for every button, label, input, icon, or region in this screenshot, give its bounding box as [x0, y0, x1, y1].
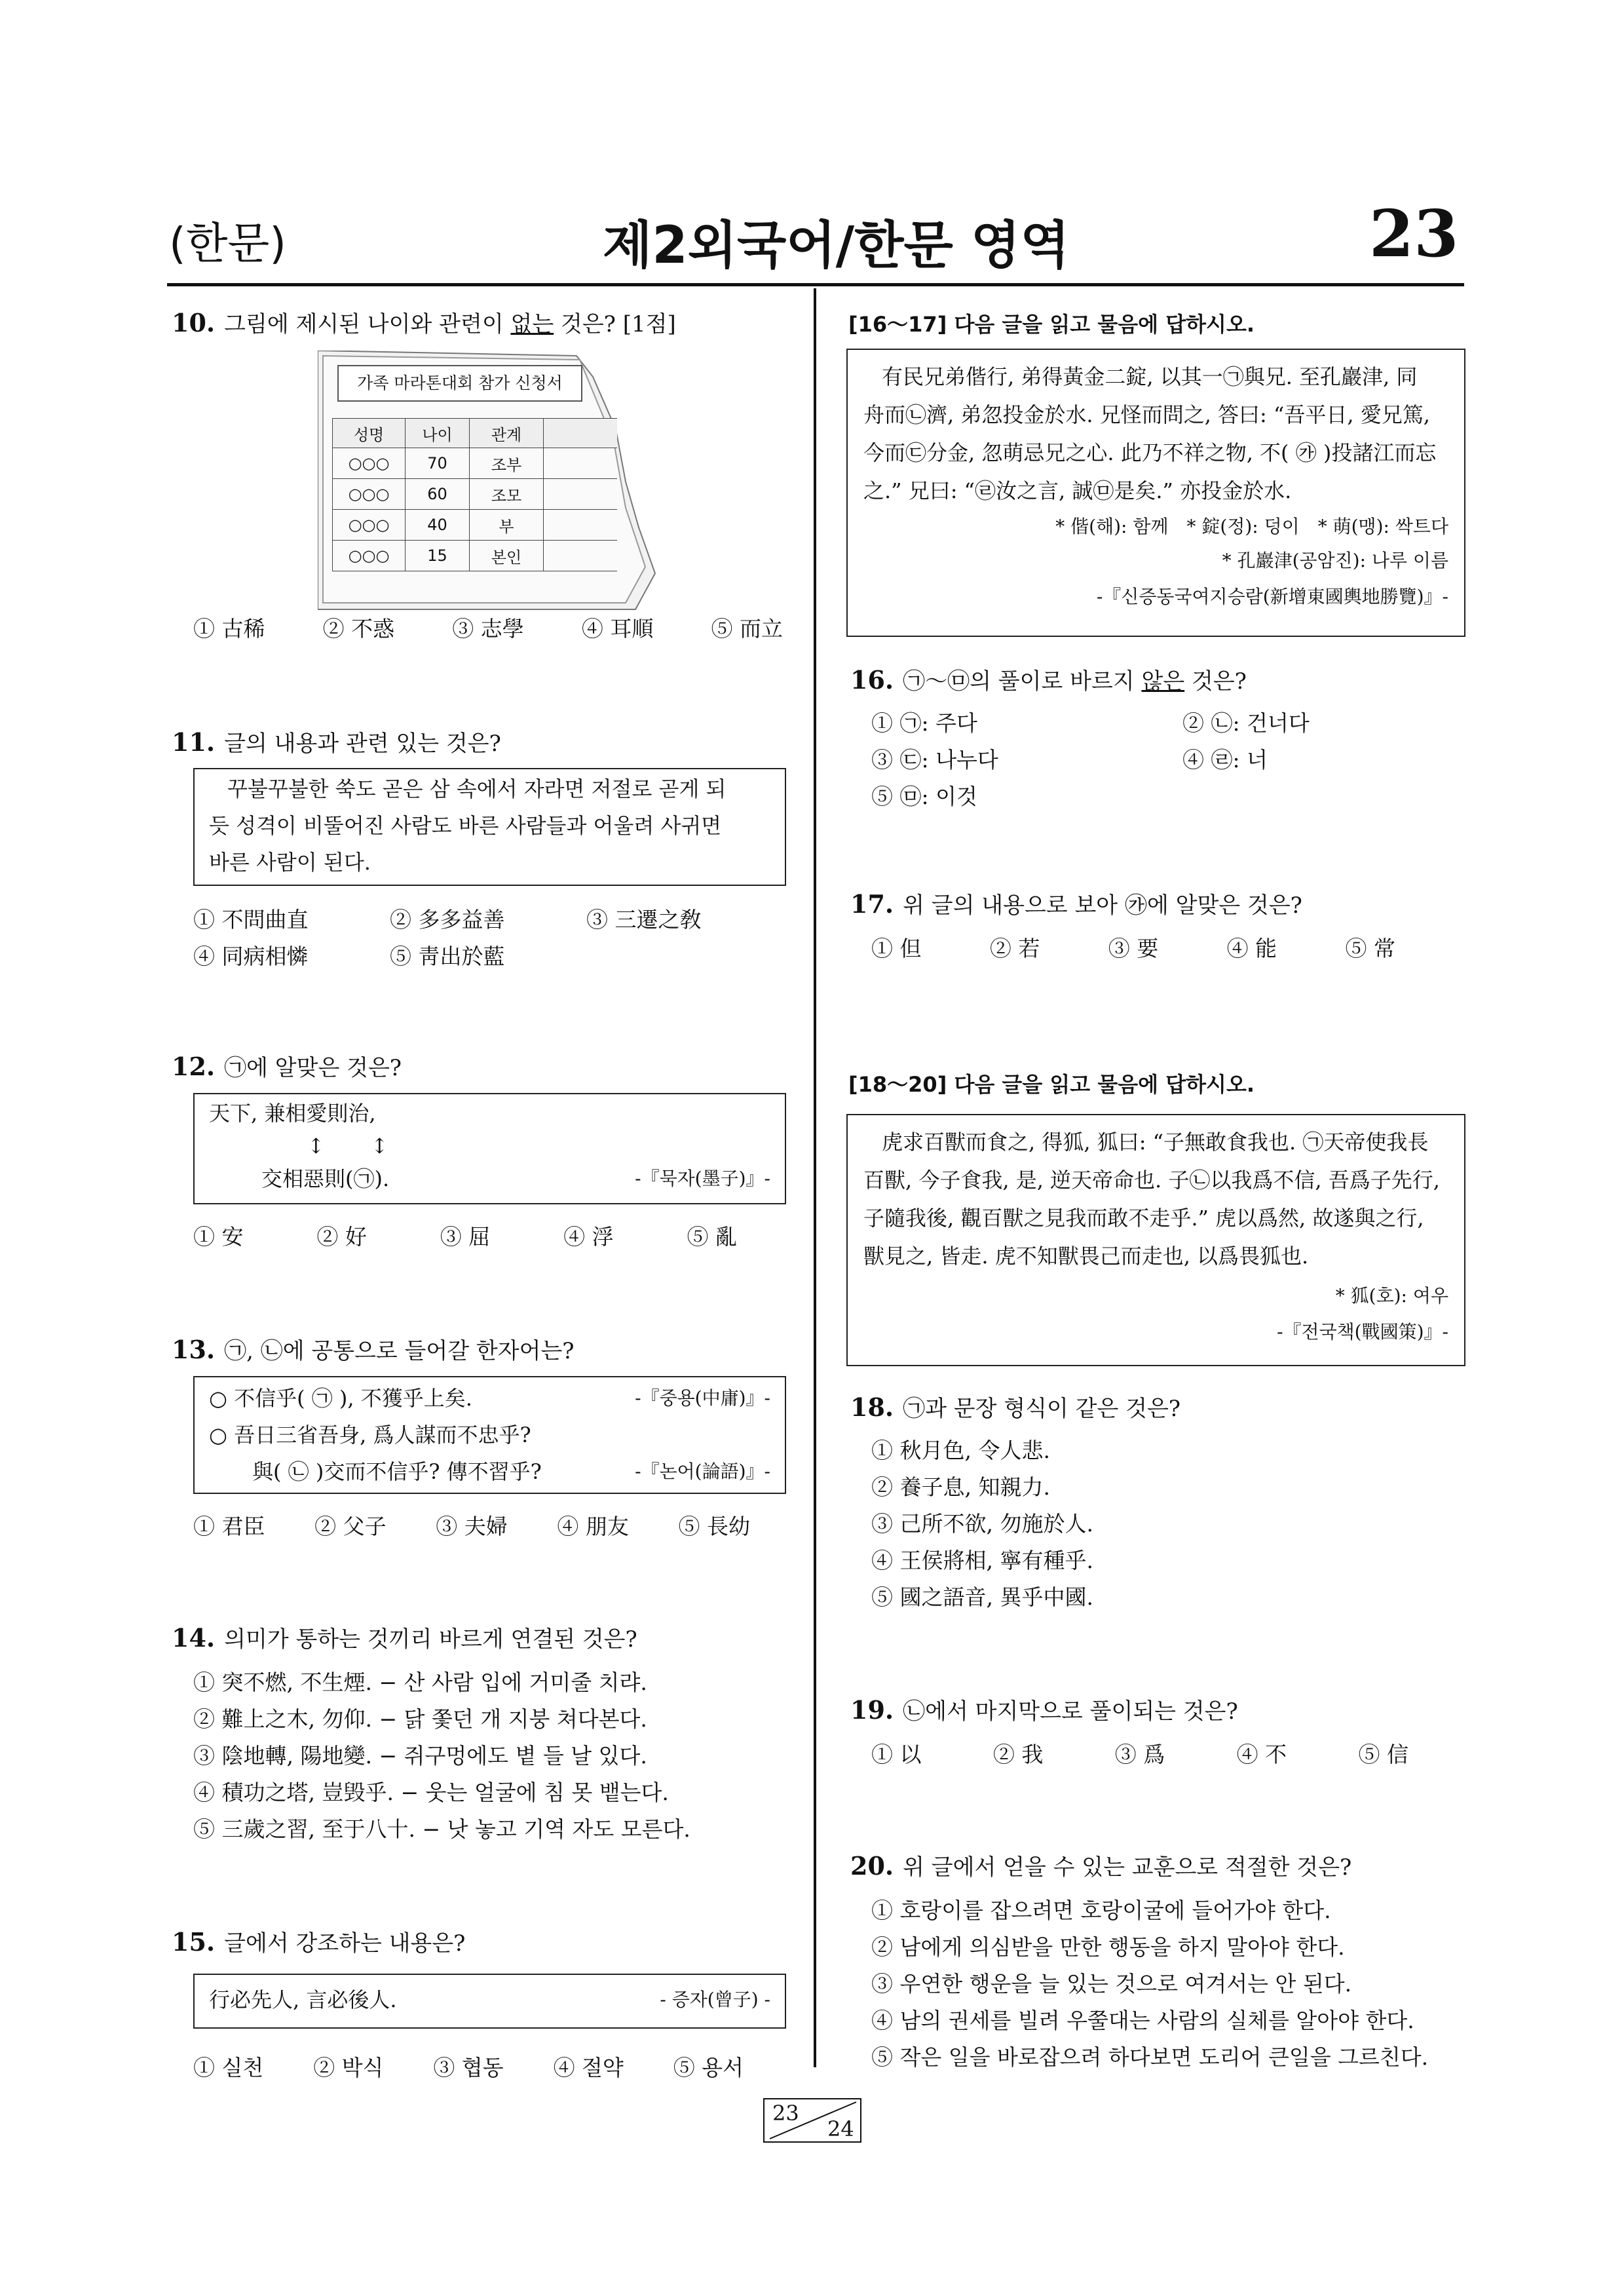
options-10: [193, 611, 783, 647]
option[interactable]: ② 不惑: [322, 616, 395, 641]
table-row: ○○○ 15 본인: [333, 541, 618, 571]
option[interactable]: ① 호랑이를 잡으려면 호랑이굴에 들어가야 한다.: [871, 1898, 1331, 1923]
form-table: [332, 418, 617, 571]
column-divider: [814, 288, 816, 2067]
option[interactable]: ③ ㉢: 나누다: [871, 747, 998, 773]
page-number-large: 23: [1369, 197, 1459, 272]
header-relation: 관계: [470, 419, 544, 448]
option[interactable]: ② 남에게 의심받을 만한 행동을 하지 말아야 한다.: [871, 1934, 1345, 1960]
options-13: [193, 1508, 750, 1545]
option[interactable]: ② 父子: [314, 1514, 387, 1539]
question-18: 18. ㉠과 문장 형식이 같은 것은?: [850, 1392, 1181, 1422]
option[interactable]: ① 秋月色, 令人悲.: [871, 1438, 1050, 1463]
option[interactable]: ② 박식: [313, 2055, 384, 2080]
question-15: 15. 글에서 강조하는 내용은?: [172, 1927, 466, 1957]
marathon-application-form: [318, 351, 658, 613]
group-heading-18-20: [18～20] 다음 글을 읽고 물음에 답하시오.: [848, 1072, 1255, 1097]
option[interactable]: ④ 남의 권세를 빌려 우쭐대는 사람의 실체를 알아야 한다.: [871, 2008, 1414, 2033]
header-age: 나이: [406, 419, 470, 448]
subject-label: (한문): [169, 218, 287, 269]
option[interactable]: ① ㉠: 주다: [871, 710, 977, 736]
question-17: 17. 위 글의 내용으로 보아 ㉮에 알맞은 것은?: [850, 889, 1302, 919]
option[interactable]: ⑤ 亂: [687, 1224, 737, 1250]
option[interactable]: ① 君臣: [193, 1514, 265, 1539]
option[interactable]: ① 不問曲直: [193, 907, 309, 932]
options-18: [871, 1432, 1093, 1616]
option[interactable]: ③ 陰地轉, 陽地變. − 쥐구멍에도 볕 들 날 있다.: [193, 1743, 647, 1769]
header-name: 성명: [333, 419, 406, 448]
option[interactable]: ④ 同病相憐: [193, 944, 309, 969]
option[interactable]: ④ ㉣: 너: [1182, 747, 1268, 773]
option[interactable]: ④ 耳順: [581, 616, 654, 641]
option[interactable]: ③ 三遷之敎: [586, 907, 702, 932]
option[interactable]: ③ 협동: [433, 2055, 504, 2080]
options-15: [193, 2050, 744, 2086]
table-row: ○○○ 40 부: [333, 510, 618, 541]
source: -『전국책(戰國策)』-: [1277, 1321, 1448, 1343]
option[interactable]: ② 難上之木, 勿仰. − 닭 쫓던 개 지붕 쳐다본다.: [193, 1706, 647, 1732]
page-title: 제2외국어/한문 영역: [603, 216, 1070, 275]
options-14: [193, 1664, 690, 1848]
option[interactable]: ③ 己所不欲, 勿施於人.: [871, 1511, 1093, 1537]
option[interactable]: ④ 절약: [553, 2055, 624, 2080]
option[interactable]: ④ 王侯將相, 寧有種乎.: [871, 1548, 1093, 1573]
options-11: [193, 902, 702, 975]
question-10: 10. 그림에 제시된 나이와 관련이 없는 것은? [1점]: [172, 308, 676, 337]
question-stem: ㉠～㉤의 풀이로 바르지 않은 것은?: [903, 668, 1247, 695]
option[interactable]: ⑤ 용서: [673, 2055, 744, 2080]
option[interactable]: ③ 屈: [440, 1224, 491, 1250]
question-20: 20. 위 글에서 얻을 수 있는 교훈으로 적절한 것은?: [850, 1851, 1352, 1881]
question-12: 12. ㉠에 알맞은 것은?: [172, 1052, 402, 1081]
question-stem: 그림에 제시된 나이와 관련이 없는 것은? [1점]: [224, 311, 676, 337]
option[interactable]: ④ 朋友: [557, 1514, 629, 1539]
options-17: [871, 930, 1395, 967]
options-20: [871, 1892, 1428, 2076]
options-19: [871, 1736, 1408, 1773]
passage-box-16: 有民兄弟偕行, 弟得黃金二錠, 以其一㉠與兄. 至孔巖津, 同 舟而㉡濟, 弟忽投金於水. 兄怪而問之, 答曰: “吾平日, 愛兄篤, 今而㉢分金, 忽萌忌兄之心. 此乃不祥之物, 不( ㉮ )投諸江而忘 之.” 兄曰: “㉣汝之言, 誠㉤是矣.” 亦投金於水. * 偕(해): 함께 * 錠(정): 덩이 * 萌(맹): 싹트다 * 孔巖津(공암진): 나루 이름 -『신증동국여지승람(新增東國輿地勝覽)』-: [846, 349, 1465, 637]
option[interactable]: ④ 能: [1226, 936, 1277, 961]
group-heading-16-17: [16～17] 다음 글을 읽고 물음에 답하시오.: [848, 312, 1255, 337]
option[interactable]: ⑤ 信: [1358, 1742, 1408, 1767]
option[interactable]: ① 安: [193, 1224, 244, 1250]
question-19: 19. ㉡에서 마지막으로 풀이되는 것은?: [850, 1695, 1238, 1725]
option[interactable]: ③ 志學: [452, 616, 524, 641]
option[interactable]: ③ 夫婦: [436, 1514, 508, 1539]
page-indicator: [763, 2098, 861, 2143]
option[interactable]: ② 養子息, 知親力.: [871, 1474, 1050, 1500]
table-row: ○○○ 60 조모: [333, 479, 618, 510]
option[interactable]: ① 실천: [193, 2055, 264, 2080]
header-rule: [167, 283, 1464, 286]
source: -『묵자(墨子)』-: [635, 1168, 770, 1189]
option[interactable]: ③ 爲: [1114, 1742, 1165, 1767]
table-row: ○○○ 70 조부: [333, 448, 618, 479]
option[interactable]: ⑤ 而立: [711, 616, 783, 641]
option[interactable]: ④ 不: [1236, 1742, 1287, 1767]
options-16: [871, 705, 1310, 815]
option[interactable]: ① 古稀: [193, 616, 265, 641]
option[interactable]: ② 我: [992, 1742, 1044, 1767]
passage-box-18: 虎求百獸而食之, 得狐, 狐曰: “子無敢食我也. ㉠天帝使我長 百獸, 今子食我, 是, 逆天帝命也. 子㉡以我爲不信, 吾爲子先行, 子隨我後, 觀百獸之見我而敢不走乎.” 虎以爲然, 故遂與之行, 獸見之, 皆走. 虎不知獸畏己而走也, 以爲畏狐也. * 狐(호): 여우 -『전국책(戰國策)』-: [846, 1114, 1465, 1366]
source: - 증자(曾子) -: [660, 1989, 770, 2010]
option[interactable]: ⑤ 작은 일을 바로잡으려 하다보면 도리어 큰일을 그르친다.: [871, 2044, 1429, 2070]
question-13: 13. ㉠, ㉡에 공통으로 들어갈 한자어는?: [172, 1335, 575, 1364]
option[interactable]: ⑤ 常: [1345, 936, 1395, 961]
options-12: [193, 1219, 737, 1255]
option[interactable]: ⑤ 國之語音, 異乎中國.: [871, 1584, 1093, 1610]
option[interactable]: ⑤ 長幼: [678, 1514, 750, 1539]
source: -『신증동국여지승람(新增東國輿地勝覽)』-: [1096, 586, 1448, 607]
passage-box-15: 行必先人, 言必後人. - 증자(曾子) -: [193, 1974, 786, 2029]
question-11: 11. 글의 내용과 관련 있는 것은?: [172, 727, 501, 757]
option[interactable]: ④ 浮: [563, 1224, 614, 1250]
passage-box-12: 天下, 兼相愛則治, ↕ ↕ 交相惡則(㉠). -『묵자(墨子)』-: [193, 1093, 786, 1204]
option[interactable]: ① 突不燃, 不生煙. − 산 사람 입에 거미줄 치랴.: [193, 1670, 647, 1695]
option[interactable]: ① 但: [871, 936, 922, 961]
total-pages: 24: [827, 2116, 854, 2141]
question-14: 14. 의미가 통하는 것끼리 바르게 연결된 것은?: [172, 1623, 637, 1653]
source: -『논어(論語)』-: [635, 1461, 770, 1482]
option[interactable]: ② ㉡: 건너다: [1182, 710, 1310, 736]
option[interactable]: ② 若: [989, 936, 1040, 961]
option[interactable]: ① 以: [871, 1742, 922, 1767]
passage-box-11: 꾸불꾸불한 쑥도 곧은 삼 속에서 자라면 저절로 곧게 되 듯 성격이 비뚤어진 사람도 바른 사람들과 어울려 사귀면 바른 사람이 된다.: [193, 768, 786, 886]
option[interactable]: ② 好: [316, 1224, 367, 1250]
option[interactable]: ③ 우연한 행운을 늘 있는 것으로 여겨서는 안 된다.: [871, 1971, 1352, 1997]
passage-box-13: ○ 不信乎( ㉠ ), 不獲乎上矣. -『중용(中庸)』- ○ 吾日三省吾身, 爲人謀而不忠乎? 與( ㉡ )交而不信乎? 傳不習乎? -『논어(論語)』-: [193, 1376, 786, 1494]
source: -『중용(中庸)』-: [635, 1387, 770, 1409]
option[interactable]: ⑤ 三歲之習, 至于八十. − 낫 놓고 기역 자도 모른다.: [193, 1816, 690, 1842]
option[interactable]: ④ 積功之塔, 豈毁乎. − 웃는 얼굴에 침 못 뱉는다.: [193, 1780, 669, 1805]
option[interactable]: ③ 要: [1108, 936, 1159, 961]
form-title: 가족 마라톤대회 참가 신청서: [337, 365, 582, 402]
option[interactable]: ⑤ 靑出於藍: [390, 944, 505, 969]
option[interactable]: ⑤ ㉤: 이것: [871, 784, 977, 809]
option[interactable]: ② 多多益善: [390, 907, 505, 932]
current-page: 23: [772, 2101, 799, 2126]
question-16: 16. ㉠～㉤의 풀이로 바르지 않은 것은?: [850, 665, 1247, 695]
